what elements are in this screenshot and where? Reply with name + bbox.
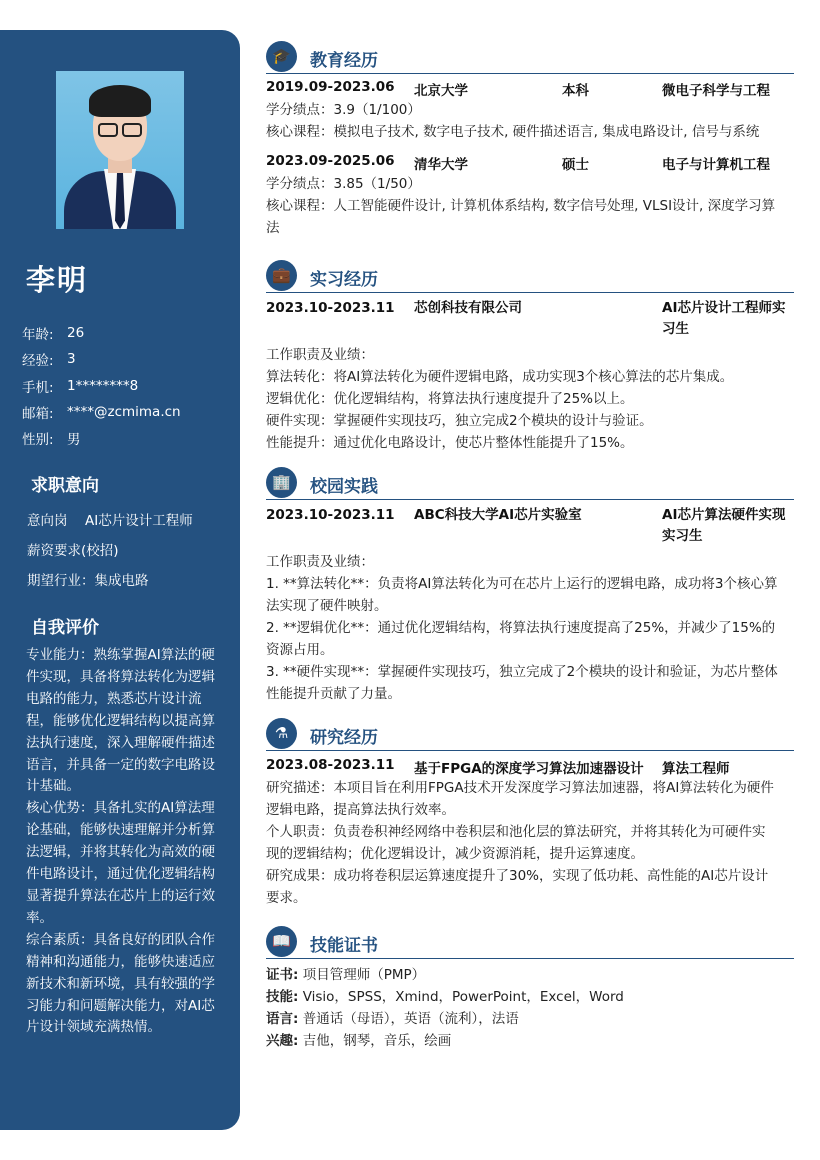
campus-header: 2023.10-2023.11 ABC科技大学AI芯片实验室 AI芯片算法硬件实现 实习生 [266,507,786,544]
skills-section [266,925,794,1052]
profile-photo [56,71,184,229]
intent-list [27,504,193,594]
info-row-gender: 性别: 男 [22,432,81,449]
research-header: 2023.08-2023.11 基于FPGA的深度学习算法加速器设计 算法工程师 [266,757,730,777]
section-header: 🏢 校园实践 [266,466,794,500]
section-header: 💼 实习经历 [266,259,794,293]
candidate-name: 李明 [26,263,89,297]
basic-info [22,320,181,451]
section-header: 📖 技能证书 [266,925,794,959]
intent-row-industry: 期望行业： 集成电路 [27,573,149,589]
intent-title: 求职意向 [31,476,99,496]
book-icon: 📖 [266,926,297,957]
info-row-phone: 手机: 1********8 [22,377,139,396]
education-item-header: 2023.09-2025.06 清华大学 硕士 电子与计算机工程 [266,153,770,173]
education-item-header: 2019.09-2023.06 北京大学 本科 微电子科学与工程 [266,79,770,99]
campus-section: 🏢 校园实践 2023.10-2023.11 ABC科技大学AI芯片实验室 AI芯片算法硬件实现 实习生 工作职责及业绩： 1. **算法转化**：负责将AI算法转化为可在芯片上运行的逻辑电路，成功将3个核心算 法实现了硬件映射。 2. **逻辑优化**：通过优化逻辑结构，将算法执行速度提高了25%，并减少了15%的 资源占用。 3. **硬件实现**：掌握硬件实现技巧，独立完成了2个模块的设计和验证，为芯片整体 性能提升贡献了力量。 [266,466,794,705]
info-row-age: 年龄: 26 [22,325,85,344]
skill-row-skills: 技能: Visio，SPSS，Xmind，PowerPoint，Excel，Word [266,989,624,1005]
internship-header: 2023.10-2023.11 芯创科技有限公司 AI芯片设计工程师实 习生 [266,300,786,337]
building-icon: 🏢 [266,467,297,498]
intent-row-position: 意向岗 AI芯片设计工程师 [27,513,193,529]
info-row-email: 邮箱: ****@zcmima.cn [22,404,181,423]
graduation-cap-icon: 🎓 [266,41,297,72]
skill-row-language: 语言: 普通话（母语），英语（流利），法语 [266,1011,519,1027]
intent-row-salary: 薪资要求(校招) [27,543,119,559]
skill-row-interests: 兴趣: 吉他，钢琴，音乐，绘画 [266,1033,452,1049]
section-header: 🎓 教育经历 [266,40,794,74]
self-eval-title: 自我评价 [31,618,99,638]
flask-icon: ⚗ [266,718,297,749]
info-row-experience: 经验: 3 [22,351,76,370]
research-section: ⚗ 研究经历 2023.08-2023.11 基于FPGA的深度学习算法加速器设计 算法工程师 研究描述：本项目旨在利用FPGA技术开发深度学习算法加速器，将AI算法转化为硬件 逻辑电路，提高算法执行效率。 个人职责：负责卷积神经网络中卷积层和池化层的算法研究，并将其转化为可硬件实 现的逻辑结构；优化逻辑设计，减少资源消耗，提升运算速度。 研究成果：成功将卷积层运算速度提升了30%，实现了低功耗、高性能的AI芯片设计 要求。 [266,717,794,909]
self-eval-text: 专业能力：熟练掌握AI算法的硬件实现，具备将算法转化为逻辑电路的能力，熟悉芯片设计流程，能够优化逻辑结构以提高算法执行速度，深入理解硬件描述语言，并具备一定的数字电路设计基础。 核心优势：具备扎实的AI算法理论基础，能够快速理解并分析算法逻辑，并将其转化为高效的硬件电路设计，通过优化逻辑结构显著提升算法在芯片上的运行效率。 综合素质：具备良好的团队合作精神和沟通能力，能够快速适应新技术和新环境，具有较强的学习能力和问题解决能力，对AI芯片设计领域充满热情。 [26,647,215,1036]
skill-row-certificate: 证书: 项目管理师（PMP） [266,967,426,983]
section-header: ⚗ 研究经历 [266,717,794,751]
internship-section: 💼 实习经历 2023.10-2023.11 芯创科技有限公司 AI芯片设计工程师实 习生 工作职责及业绩： 算法转化：将AI算法转化为硬件逻辑电路，成功实现3个核心算法的芯片集成。 逻辑优化：优化逻辑结构，将算法执行速度提升了25%以上。 硬件实现：掌握硬件实现技巧，独立完成2个模块的设计与验证。 性能提升：通过优化电路设计，使芯片整体性能提升了15%。 [266,259,794,454]
briefcase-icon: 💼 [266,260,297,291]
sidebar [0,30,240,1130]
education-section: 🎓 教育经历 2019.09-2023.06 北京大学 本科 微电子科学与工程 学分绩点：3.9（1/100） 核心课程：模拟电子技术, 数字电子技术, 硬件描述语言, 集成电路设计, 信号与系统 2023.09-2025.06 清华大学 硕士 电子与计算机工程 学分绩点：3.85（1/50） 核心课程：人工智能硬件设计, 计算机体系结构, 数字信号处理, VLSI设计, 深度学习算 法 [266,40,794,239]
